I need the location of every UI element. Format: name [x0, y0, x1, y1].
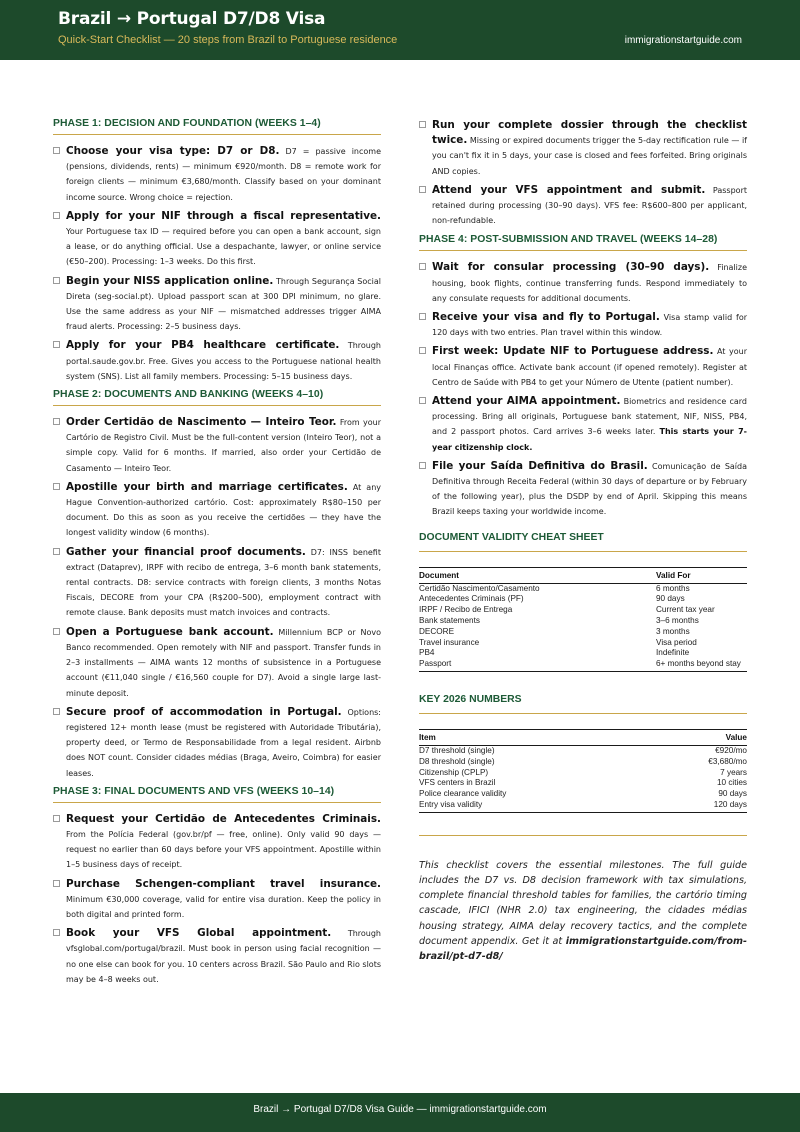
table-cell-value: 3–6 months — [656, 616, 699, 626]
checkbox-icon[interactable] — [419, 121, 426, 128]
page-footer: Brazil → Portugal D7/D8 Visa Guide — immigrationstartguide.com — [0, 1093, 800, 1132]
checklist-item-title: Apostille your birth and marriage certificates. — [66, 480, 348, 493]
checklist-item — [53, 338, 381, 384]
checklist-item — [53, 812, 381, 873]
checkbox-icon[interactable] — [53, 418, 60, 425]
table-cell-label: Travel insurance — [419, 637, 480, 647]
table-cell-value: 6+ months beyond stay — [656, 659, 741, 669]
phase-3-list — [53, 812, 381, 987]
numbers-col-item: Item — [419, 730, 646, 746]
checklist-item-title: Choose your visa type: D7 or D8. — [66, 145, 280, 157]
validity-heading: DOCUMENT VALIDITY CHEAT SHEET — [419, 532, 747, 552]
checklist-item — [419, 260, 747, 306]
table-cell-value: Visa period — [656, 637, 697, 647]
document-title: Brazil → Portugal D7/D8 Visa — [58, 9, 326, 29]
validity-col-valid: Valid For — [656, 567, 747, 583]
table-cell-label: Police clearance validity — [419, 789, 507, 799]
table-cell-value: 90 days — [718, 789, 747, 799]
table-cell-value: 10 cities — [716, 778, 747, 788]
checklist-item-description: D7 = passive income (pensions, dividends, rents) — minimum €920/month. D8 = remote work for foreign clients — minimum €3,680/month. Classify based on your dominant income source. Wrong choice = rejection. — [66, 147, 381, 202]
checklist-item-title: Gather your financial proof documents. — [66, 545, 306, 558]
table-cell-label: Certidão Nascimento/Casamento — [419, 583, 540, 593]
phase-1-heading: PHASE 1: DECISION AND FOUNDATION (WEEKS 1–4) — [53, 118, 381, 135]
table-cell-value: 120 days — [713, 800, 747, 810]
table-cell-label: Bank statements — [419, 616, 480, 626]
table-cell-label: PB4 — [419, 648, 435, 658]
checklist-item-title: Wait for consular processing (30–90 days). — [432, 261, 710, 274]
checklist-item — [53, 545, 381, 621]
checkbox-icon[interactable] — [419, 347, 426, 354]
checklist-item — [53, 926, 381, 987]
table-row — [419, 778, 747, 789]
checklist-item-title: File your Saída Definitiva do Brasil. — [432, 459, 648, 472]
checklist-item-title: Apply for your NIF through a fiscal representative. — [66, 209, 381, 222]
checklist-item-title: Secure proof of accommodation in Portugal. — [66, 705, 342, 718]
checklist-item-title: Open a Portuguese bank account. — [66, 625, 274, 638]
checklist-item-title: Run your complete dossier through the checklist twice. — [432, 119, 747, 147]
checklist-item-description: Options: registered 12+ month lease (must be registered with Autoridade Tributária), property deed, or Termo de Responsabilidade from a legal resident. Airbnb does NOT count. Consider cidades médias (Braga, Aveiro, Coimbra) for easier leases. — [66, 707, 381, 778]
checklist-item-title: Attend your VFS appointment and submit. — [432, 183, 706, 196]
checklist-item — [53, 274, 381, 335]
table-cell-value: 6 months — [656, 583, 690, 593]
checklist-item-title: Purchase Schengen-compliant travel insurance. — [66, 877, 381, 890]
table-row — [419, 789, 747, 800]
numbers-table — [419, 729, 747, 813]
checkbox-icon[interactable] — [53, 548, 60, 555]
page-header — [0, 0, 800, 60]
closing-paragraph — [419, 858, 747, 964]
phase-4-list — [419, 260, 747, 519]
table-row — [419, 638, 747, 649]
checklist-item — [419, 344, 747, 390]
checklist-item-description: At your local Finanças office. Activate bank account (if opened remotely). Register at Centro de Saúde with PB4 to get your Número de Utente (patient number). — [432, 347, 747, 387]
table-cell-label: Citizenship (CPLP) — [419, 767, 489, 777]
checklist-item-description: Minimum €30,000 coverage, valid for entire visa duration. Keep the policy in both digital and printed form. — [66, 894, 381, 919]
table-cell-value: €920/mo — [715, 746, 747, 756]
checklist-item — [53, 144, 381, 205]
checkbox-icon[interactable] — [419, 397, 426, 404]
checklist-item — [53, 625, 381, 701]
checklist-item-description: Biometrics and residence card processing. Bring all originals, Portuguese bank statement, NIF, NISS, PB4, and 2 passport photos. Card arrives 3–6 weeks later. — [432, 397, 748, 437]
table-cell-label: Entry visa validity — [419, 800, 483, 810]
checkbox-icon[interactable] — [419, 263, 426, 270]
table-cell-value: 7 years — [720, 767, 747, 777]
checkbox-icon[interactable] — [53, 628, 60, 635]
checklist-item-title: First week: Update NIF to Portuguese address. — [432, 345, 714, 358]
checklist-item-title: Attend your AIMA appointment. — [432, 395, 621, 408]
checklist-item-title: Receive your visa and fly to Portugal. — [432, 311, 660, 324]
checkbox-icon[interactable] — [419, 313, 426, 320]
section-divider — [419, 835, 747, 836]
checklist-item-highlight: This starts your 7-year citizenship clock. — [432, 427, 748, 452]
checklist-item — [53, 480, 381, 541]
checklist-item-description: Finalize housing, book flights, continue transferring funds. Respond immediately to any consulate requests for additional documents. — [432, 263, 748, 303]
checklist-item — [53, 415, 381, 476]
table-cell-label: D7 threshold (single) — [419, 746, 495, 756]
checkbox-icon[interactable] — [53, 880, 60, 887]
phase-1-list — [53, 144, 381, 384]
checklist-item — [419, 310, 747, 340]
checklist-item-description: From your Cartório de Registro Civil. Must be the full-content version (Inteiro Teor), not a simple copy. Valid for 6 months. If married, also order your Certidão de Casamento — Inteiro Teor. — [66, 418, 382, 473]
checklist-item — [419, 394, 747, 455]
table-cell-value: 3 months — [656, 626, 690, 636]
checklist-item-description: Through vfsglobal.com/portugal/brazil. Must book in person using facial recognition — no one else can book for you. 10 centers across Brazil. São Paulo and Rio slots may be 4–8 weeks out. — [66, 929, 381, 984]
checklist-item-description: From the Polícia Federal (gov.br/pf — free, online). Only valid 90 days — request no earlier than 60 days before your VFS appointment. Apostille within 1–5 business days of receipt. — [66, 829, 381, 870]
numbers-col-value: Value — [646, 730, 747, 746]
left-column — [53, 118, 381, 991]
checklist-item-description: Your Portuguese tax ID — required before you can open a bank account, sign a lease, or do anything official. Use a despachante, lawyer, or online service (€50–200). Processing: 1–3 weeks. Do this first. — [66, 227, 381, 267]
table-cell-value: Indefinite — [656, 648, 690, 658]
table-cell-label: IRPF / Recibo de Entrega — [419, 605, 513, 615]
numbers-heading: KEY 2026 NUMBERS — [419, 694, 747, 714]
validity-col-document: Document — [419, 567, 656, 583]
phase-3-list-continued — [419, 118, 747, 228]
table-row — [419, 746, 747, 757]
phase-3-heading: PHASE 3: FINAL DOCUMENTS AND VFS (WEEKS 10–14) — [53, 786, 381, 803]
checklist-item-description: Millennium BCP or Novo Banco recommended. Open remotely with NIF and passport. Transfer funds in 2–3 installments — AIMA wants 12 months of subsistence in a Portuguese account (€11,040 single / €16,560 couple for D7). Avoid a single large last-minute deposit. — [66, 627, 381, 698]
checklist-item — [53, 705, 381, 781]
table-cell-label: Passport — [419, 659, 452, 669]
checklist-item-description: Visa stamp valid for 120 days with two entries. Plan travel within this window. — [432, 313, 747, 338]
right-column — [419, 118, 747, 964]
checklist-item-description: Missing or expired documents trigger the 5-day rectification rule — if you can't fix it in 5 days, your case is closed and fees forfeited. Bring originals AND copies. — [432, 136, 748, 176]
checklist-item — [419, 118, 747, 179]
table-row — [419, 627, 747, 638]
table-row — [419, 594, 747, 605]
phase-2-heading: PHASE 2: DOCUMENTS AND BANKING (WEEKS 4–10) — [53, 389, 381, 406]
table-row — [419, 768, 747, 779]
checklist-item-description: D7: INSS benefit extract (Dataprev), IRPF with recibo de entrega, 3–6 month bank statements, rental contracts. D8: service contracts with foreign clients, 3 months Notas Fiscais, DECORE from your CPA (R$200–500), employment contract with remote clause. Bank deposits must match invoices and contracts. — [66, 547, 381, 618]
checkbox-icon[interactable] — [53, 929, 60, 936]
checkbox-icon[interactable] — [53, 483, 60, 490]
checkbox-icon[interactable] — [53, 815, 60, 822]
checklist-item-description: Passport retained during processing (30–90 days). VFS fee: R$600–800 per applicant, non-refundable. — [432, 185, 747, 226]
phase-2-list — [53, 415, 381, 781]
checklist-item-title: Request your Certidão de Antecedentes Criminais. — [66, 812, 381, 825]
checkbox-icon[interactable] — [419, 462, 426, 469]
header-site-link[interactable]: immigrationstartguide.com — [624, 35, 742, 46]
checklist-item-description: Through portal.saude.gov.br. Free. Gives you access to the Portuguese national health system (SNS). List all family members. Processing: 5–15 business days. — [66, 341, 381, 381]
validity-table — [419, 567, 747, 672]
table-cell-label: D8 threshold (single) — [419, 756, 495, 766]
full-guide-link[interactable]: immigrationstartguide.com/from-brazil/pt-d7-d8/ — [419, 935, 747, 963]
checklist-item — [419, 459, 747, 520]
table-row — [419, 605, 747, 616]
table-cell-label: Antecedentes Criminais (PF) — [419, 594, 524, 604]
checkbox-icon[interactable] — [419, 186, 426, 193]
checklist-item — [53, 877, 381, 923]
closing-text: This checklist covers the essential milestones. The full guide includes the D7 vs. D8 decision framework with tax simulations, complete financial threshold tables for families, the cartório timing cascade, IFICI (NHR 2.0) tax engineering, the cidades médias housing strategy, AIMA delay recovery tactics, and the complete document appendix. Get it at — [419, 859, 747, 947]
checklist-item — [419, 183, 747, 229]
table-cell-label: DECORE — [419, 626, 455, 636]
phase-4-heading: PHASE 4: POST-SUBMISSION AND TRAVEL (WEEKS 14–28) — [419, 234, 747, 251]
table-row — [419, 583, 747, 594]
table-cell-label: VFS centers in Brazil — [419, 778, 496, 788]
table-row — [419, 757, 747, 768]
document-subtitle: Quick-Start Checklist — 20 steps from Brazil to Portuguese residence — [58, 34, 398, 46]
checklist-item — [53, 209, 381, 270]
table-row — [419, 648, 747, 659]
checklist-item-title: Order Certidão de Nascimento — Inteiro Teor. — [66, 416, 337, 429]
table-row — [419, 800, 747, 812]
checkbox-icon[interactable] — [53, 708, 60, 715]
checklist-item-title: Apply for your PB4 healthcare certificate. — [66, 339, 340, 352]
checklist-item-description: At any Hague Convention-authorized cartório. Cost: approximately R$80–150 per document. Do this as soon as you receive the certidões — they have the longest validity window (6 months). — [66, 482, 382, 538]
table-cell-value: 90 days — [656, 594, 685, 604]
checklist-item-description: Through Segurança Social Direta (seg-social.pt). Upload passport scan at 300 DPI minimum, no glare. Use the same address as your NIF — mismatched addresses trigger AIMA fraud alerts. Processing: 2–5 business days. — [66, 276, 382, 332]
checkbox-icon[interactable] — [53, 341, 60, 348]
checkbox-icon[interactable] — [53, 277, 60, 284]
table-row — [419, 616, 747, 627]
checkbox-icon[interactable] — [53, 212, 60, 219]
checklist-item-description: Comunicação de Saída Definitiva through Receita Federal (within 30 days of departure or by February of the following year), plus the DSDP by end of April. Skipping this means Brazil keeps taxing your worldwide income. — [432, 461, 747, 517]
table-row — [419, 659, 747, 671]
checklist-item-title: Begin your NISS application online. — [66, 274, 274, 287]
table-cell-value: €3,680/mo — [708, 756, 747, 766]
checkbox-icon[interactable] — [53, 147, 60, 154]
checklist-item-title: Book your VFS Global appointment. — [66, 927, 332, 940]
table-cell-value: Current tax year — [656, 605, 715, 615]
